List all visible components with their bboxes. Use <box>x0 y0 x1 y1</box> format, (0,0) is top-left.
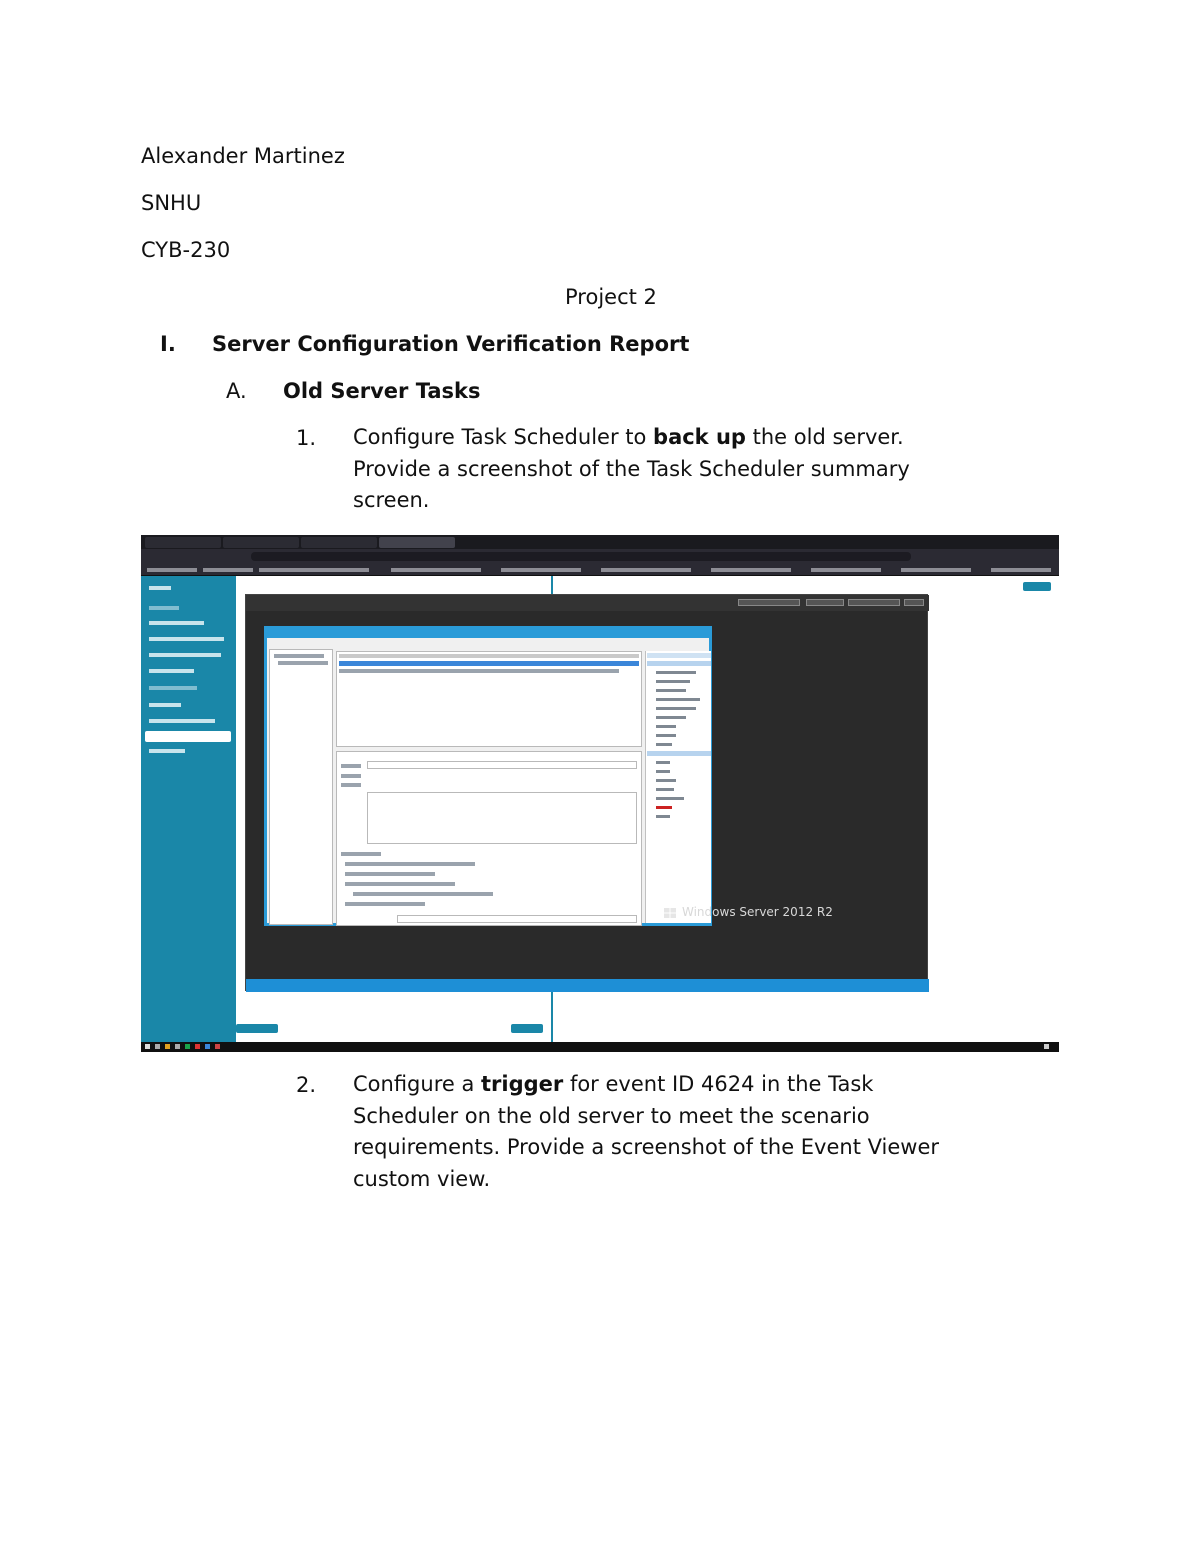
task-details-pane <box>336 751 642 926</box>
lab-sidebar <box>141 576 236 1042</box>
vm-header <box>246 595 929 611</box>
start-icon <box>145 1044 150 1049</box>
browser-tab <box>145 537 221 548</box>
description-field <box>367 792 637 844</box>
action-item <box>656 779 676 782</box>
item-text-line: requirements. Provide a screenshot of the Event Viewer <box>353 1135 940 1159</box>
bookmark <box>901 568 971 572</box>
item-text-part: Configure a <box>353 1072 481 1096</box>
actions-header <box>647 661 711 666</box>
task-list-pane <box>336 651 642 747</box>
action-item <box>656 797 684 800</box>
sidebar-item <box>149 621 204 625</box>
item-bold-term: back up <box>653 425 746 449</box>
tray-icon <box>1044 1044 1049 1049</box>
subsection-letter: A. <box>226 379 247 403</box>
vm-button <box>848 599 900 606</box>
windows-logo-icon <box>664 908 676 918</box>
task-row <box>339 669 619 673</box>
tree-item <box>274 654 324 658</box>
section-number: I. <box>160 332 176 356</box>
action-item <box>656 671 696 674</box>
action-item <box>656 689 686 692</box>
item-text-line: screen. <box>353 488 430 512</box>
detail-label <box>341 783 361 787</box>
sidebar-item <box>149 606 179 610</box>
sidebar-item <box>149 719 215 723</box>
security-option <box>345 872 435 876</box>
panel-button <box>1023 582 1051 591</box>
security-option <box>345 882 455 886</box>
security-option <box>345 902 425 906</box>
action-item <box>656 707 696 710</box>
bookmark <box>147 568 197 572</box>
address-bar <box>251 552 911 561</box>
security-option <box>353 892 493 896</box>
sidebar-item <box>149 586 171 590</box>
list-item-number: 1. <box>296 426 317 450</box>
item-text-part: the old server. <box>745 425 904 449</box>
security-label <box>341 852 381 856</box>
taskbar-icon <box>185 1044 190 1049</box>
author-name: Alexander Martinez <box>141 144 345 168</box>
section-heading: Server Configuration Verification Report <box>212 332 690 356</box>
actions-header <box>647 751 711 756</box>
item-text-line: Scheduler on the old server to meet the scenario <box>353 1103 870 1128</box>
subsection-heading: Old Server Tasks <box>283 379 481 403</box>
action-item <box>656 806 672 809</box>
action-item <box>656 743 672 746</box>
next-button <box>511 1024 543 1033</box>
document-title: Project 2 <box>565 285 657 309</box>
os-label: Windows Server 2012 R2 <box>682 905 833 919</box>
actions-pane <box>645 651 711 923</box>
bookmark <box>203 568 253 572</box>
action-item <box>656 716 686 719</box>
taskbar-icon <box>215 1044 220 1049</box>
host-taskbar <box>141 1042 1059 1052</box>
item-text-part: for event ID 4624 in the Task <box>563 1072 874 1096</box>
action-item <box>656 680 690 683</box>
action-item <box>656 761 670 764</box>
bookmark <box>601 568 691 572</box>
action-item <box>656 788 674 791</box>
task-scheduler-screenshot <box>141 535 1059 1052</box>
taskbar-icon <box>165 1044 170 1049</box>
taskbar-icon <box>155 1044 160 1049</box>
window-title-bar <box>267 629 709 638</box>
browser-tab <box>379 537 455 548</box>
detail-label <box>341 764 361 768</box>
browser-tab <box>223 537 299 548</box>
item-bold-term: trigger <box>481 1072 564 1096</box>
vm-button <box>806 599 844 606</box>
virtual-machine-window <box>245 594 928 991</box>
vm-button <box>738 599 800 606</box>
browser-tab <box>301 537 377 548</box>
taskbar-icon <box>205 1044 210 1049</box>
bookmark <box>391 568 481 572</box>
task-row-selected <box>339 661 639 666</box>
taskbar-icon <box>175 1044 180 1049</box>
browser-tab-bar <box>141 535 1059 549</box>
configure-field <box>397 915 637 923</box>
course-code: CYB-230 <box>141 238 231 262</box>
item-text-part: Configure Task Scheduler to <box>353 425 654 449</box>
action-item <box>656 815 670 818</box>
bookmark <box>811 568 881 572</box>
sidebar-item <box>149 686 197 690</box>
task-scheduler-window <box>264 626 712 926</box>
actions-header <box>647 653 711 658</box>
action-item <box>656 734 676 737</box>
school-name: SNHU <box>141 191 202 215</box>
sidebar-item-selected <box>145 731 231 742</box>
item-text-line: Provide a screenshot of the Task Scheduler summary <box>353 456 910 481</box>
sidebar-item <box>149 637 224 641</box>
tree-pane <box>269 649 333 925</box>
list-item-number: 2. <box>296 1073 317 1097</box>
detail-field <box>367 761 637 769</box>
previous-button <box>236 1024 278 1033</box>
bookmark <box>991 568 1051 572</box>
bookmark <box>501 568 581 572</box>
list-item-text <box>353 1069 1033 1195</box>
sidebar-item <box>149 749 185 753</box>
action-item <box>656 770 670 773</box>
action-item <box>656 698 700 701</box>
bookmark <box>259 568 369 572</box>
bookmark <box>711 568 791 572</box>
taskbar-icon <box>195 1044 200 1049</box>
vm-button <box>904 599 924 606</box>
action-item <box>656 725 676 728</box>
sidebar-item <box>149 653 221 657</box>
browser-toolbar <box>141 549 1059 564</box>
security-option <box>345 862 475 866</box>
tree-item <box>278 661 328 665</box>
bookmarks-bar <box>141 564 1059 576</box>
sidebar-item <box>149 703 181 707</box>
sidebar-item <box>149 669 194 673</box>
lab-app <box>141 576 1059 1042</box>
lab-nav-bar <box>236 1016 551 1042</box>
vm-taskbar <box>246 979 929 992</box>
list-header <box>339 654 639 658</box>
detail-label <box>341 774 361 778</box>
item-text-line: custom view. <box>353 1166 491 1191</box>
list-item-text <box>353 422 1033 517</box>
